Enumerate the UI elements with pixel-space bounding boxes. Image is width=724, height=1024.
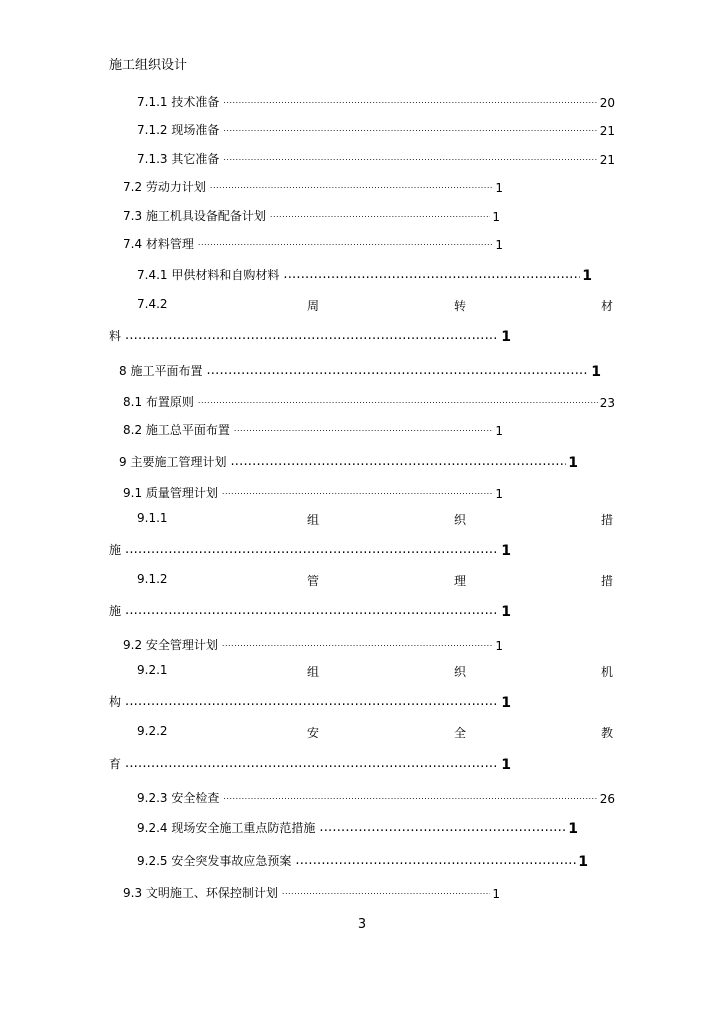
toc-entry-continuation[interactable] [109,538,511,558]
toc-leader [270,209,490,221]
toc-title: 9.2.4 现场安全施工重点防范措施 [137,821,316,835]
toc-page: 26 [599,792,615,806]
toc-entry-justified[interactable] [109,724,615,744]
toc-entry[interactable] [123,390,615,410]
toc-page: 1 [495,639,503,653]
toc-leader [125,329,499,343]
toc-leader [206,364,589,378]
toc-word-char: 织 [454,665,467,679]
page-number: 3 [357,917,367,932]
toc-page: 1 [568,821,578,837]
toc-leader [223,152,597,164]
toc-word-char: 教 [601,726,614,740]
toc-entry[interactable] [123,204,500,224]
toc-entry[interactable] [137,786,615,806]
toc-title: 育 [109,757,122,771]
toc-entry[interactable] [119,450,578,470]
toc-leader [283,268,580,282]
toc-page: 23 [599,396,615,410]
toc-leader [282,886,490,898]
toc-page: 1 [495,424,503,438]
toc-entry-continuation[interactable] [109,324,511,344]
toc-leader [223,95,597,107]
toc-entry[interactable] [123,881,500,901]
toc-word-char: 组 [307,513,320,527]
toc-entry-justified[interactable] [109,572,615,592]
toc-word-char: 安 [307,726,320,740]
toc-entry[interactable] [119,359,601,379]
toc-word-char: 措 [601,574,614,588]
toc-title: 8 施工平面布置 [119,364,203,378]
toc-word-char: 周 [307,299,320,313]
toc-entry-justified[interactable] [109,663,615,683]
toc-leader [125,757,499,771]
toc-leader [198,237,493,249]
toc-leader [210,180,493,192]
toc-page: 1 [568,455,578,471]
toc-number: 9.1.1 [137,511,168,525]
toc-page: 21 [599,153,615,167]
toc-page: 1 [495,487,503,501]
toc-page: 1 [501,604,511,620]
toc-leader [125,604,499,618]
toc-entry-continuation[interactable] [109,752,511,772]
toc-title: 构 [109,695,122,709]
toc-entry[interactable] [123,232,503,252]
toc-title: 7.4.1 甲供材料和自购材料 [137,268,280,282]
toc-number: 7.4.2 [137,297,168,311]
toc-entry[interactable] [137,118,615,138]
toc-leader [234,423,493,435]
toc-page: 1 [582,268,592,284]
toc-leader [222,638,493,650]
toc-page: 1 [492,210,500,224]
toc-entry-justified[interactable] [109,511,615,531]
toc-title: 7.4 材料管理 [123,237,194,251]
toc-title: 施 [109,604,122,618]
toc-entry[interactable] [137,90,615,110]
toc-page: 1 [492,887,500,901]
toc-title: 8.1 布置原则 [123,395,194,409]
toc-page: 1 [591,364,601,380]
toc-entry[interactable] [137,816,578,836]
toc-page: 20 [599,96,615,110]
toc-leader [230,455,566,469]
toc-title: 8.2 施工总平面布置 [123,423,230,437]
toc-page: 1 [495,238,503,252]
toc-entry[interactable] [123,418,503,438]
toc-page: 1 [501,543,511,559]
toc-title: 7.1.2 现场准备 [137,123,220,137]
toc-number: 9.2.1 [137,663,168,677]
toc-entry[interactable] [137,263,592,283]
toc-title: 7.1.3 其它准备 [137,152,220,166]
toc-title: 7.1.1 技术准备 [137,95,220,109]
toc-word-char: 织 [454,513,467,527]
toc-number: 9.1.2 [137,572,168,586]
toc-leader [223,123,597,135]
toc-title: 9.3 文明施工、环保控制计划 [123,886,278,900]
toc-title: 施 [109,543,122,557]
toc-title: 9.2.5 安全突发事故应急预案 [137,854,292,868]
toc-page: 1 [578,854,588,870]
toc-title: 9.2 安全管理计划 [123,638,218,652]
toc-title: 9 主要施工管理计划 [119,455,227,469]
toc-entry-justified[interactable] [109,297,615,317]
toc-entry[interactable] [123,175,503,195]
toc-word-char: 组 [307,665,320,679]
toc-entry-continuation[interactable] [109,599,511,619]
toc-word-char: 管 [307,574,320,588]
toc-leader [223,791,597,803]
toc-word-char: 材 [601,299,614,313]
toc-page: 1 [495,181,503,195]
toc-title: 7.3 施工机具设备配备计划 [123,209,266,223]
toc-entry[interactable] [123,481,503,501]
toc-title: 9.2.3 安全检查 [137,791,220,805]
page-header: 施工组织设计 [109,58,188,73]
toc-page: 1 [501,695,511,711]
toc-entry-continuation[interactable] [109,690,511,710]
toc-page: 21 [599,124,615,138]
toc-leader [125,543,499,557]
toc-word-char: 全 [454,726,467,740]
toc-leader [125,695,499,709]
toc-title: 7.2 劳动力计划 [123,180,206,194]
toc-word-char: 机 [601,665,614,679]
toc-page: 1 [501,329,511,345]
toc-leader [295,854,576,868]
toc-leader [198,395,598,407]
toc-word-char: 理 [454,574,467,588]
toc-title: 9.1 质量管理计划 [123,486,218,500]
toc-leader [222,486,493,498]
toc-word-char: 措 [601,513,614,527]
toc-page: 1 [501,757,511,773]
toc-title: 料 [109,329,122,343]
toc-leader [319,821,566,835]
toc-word-char: 转 [454,299,467,313]
toc-number: 9.2.2 [137,724,168,738]
toc-entry[interactable] [137,147,615,167]
toc-entry[interactable] [137,849,588,869]
toc-entry[interactable] [123,633,503,653]
